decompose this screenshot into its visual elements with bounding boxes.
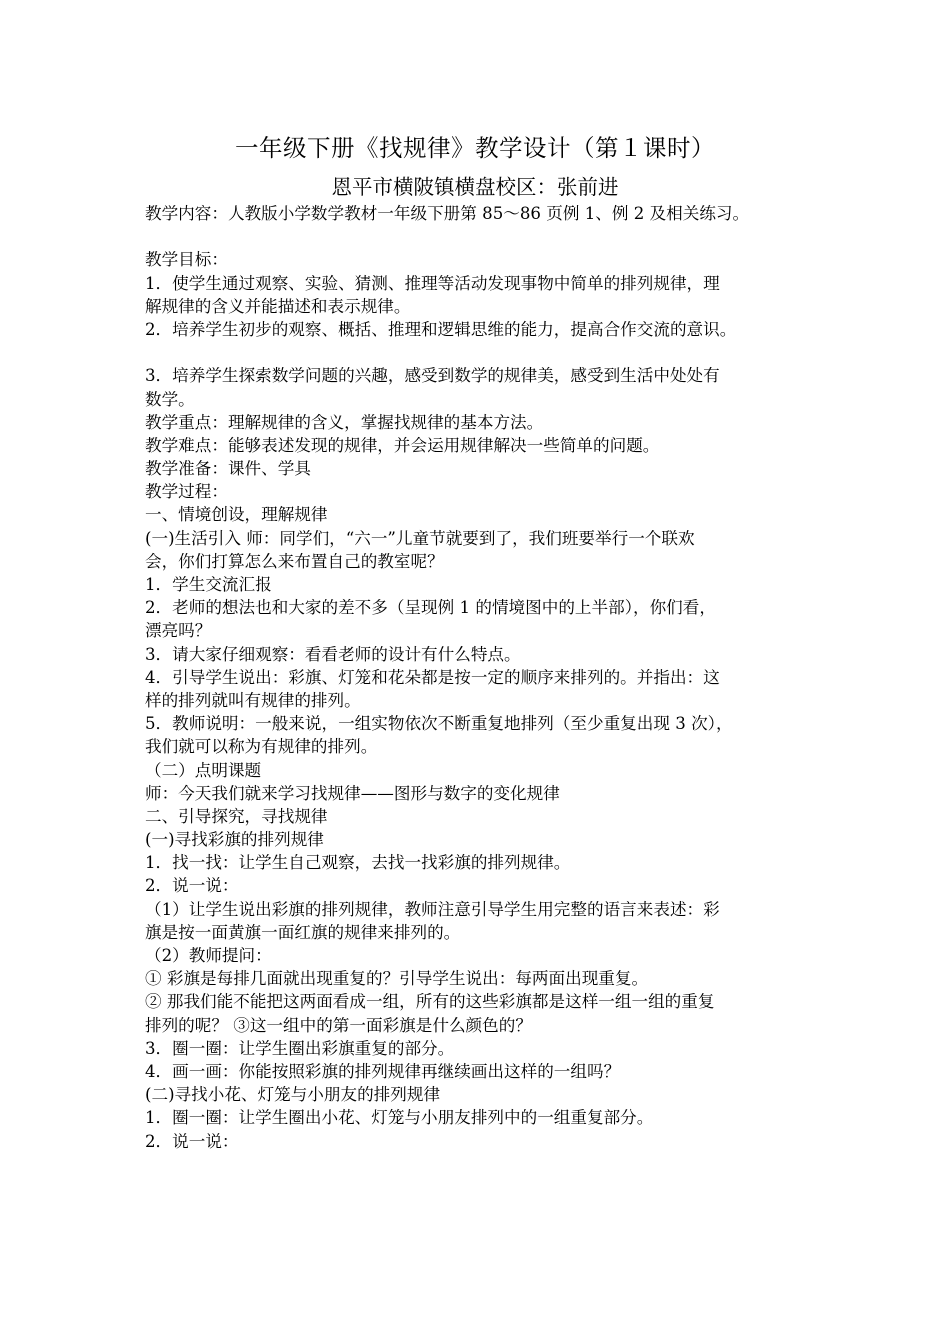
body-line: 教学难点：能够表述发现的规律，并会运用规律解决一些简单的问题。 xyxy=(145,435,660,455)
body-line: 会，你们打算怎么来布置自己的教室呢？ xyxy=(145,551,444,571)
body-line: （2）教师提问： xyxy=(145,946,272,965)
body-line: (一)生活引入 师：同学们，“六一”儿童节就要到了，我们班要举行一个联欢 xyxy=(145,528,695,548)
body-line: 教学重点：理解规律的含义，掌握找规律的基本方法。 xyxy=(145,412,544,432)
body-line: 教学过程： xyxy=(145,482,228,502)
body-line: 师：今天我们就来学习找规律——图形与数字的变化规律 xyxy=(145,783,560,803)
body-line: 3．培养学生探索数学问题的兴趣，感受到数学的规律美，感受到生活中处处有 xyxy=(145,366,720,386)
body-line: 5．教师说明：一般来说，一组实物依次不断重复地排列（至少重复出现 3 次）， xyxy=(145,714,733,734)
body-line: 数学。 xyxy=(145,389,195,409)
body-line: 1．使学生通过观察、实验、猜测、推理等活动发现事物中简单的排列规律，理 xyxy=(145,273,720,293)
body-line: 二、引导探究，寻找规律 xyxy=(145,806,328,826)
body-line: (二)寻找小花、灯笼与小朋友的排列规律 xyxy=(145,1085,441,1105)
body-line: 3．圈一圈：让学生圈出彩旗重复的部分。 xyxy=(145,1038,455,1058)
body-line: 4．画一画：你能按照彩旗的排列规律再继续画出这样的一组吗？ xyxy=(145,1061,621,1081)
body-line: （1）让学生说出彩旗的排列规律，教师注意引导学生用完整的语言来表述：彩 xyxy=(145,899,720,919)
body-line: 3．请大家仔细观察：看看老师的设计有什么特点。 xyxy=(145,644,521,664)
body-line: ② 那我们能不能把这两面看成一组，所有的这些彩旗都是这样一组一组的重复 xyxy=(145,992,715,1012)
body-line: 一、情境创设，理解规律 xyxy=(145,505,328,525)
body-line: 教学准备：课件、学具 xyxy=(145,459,311,479)
body-line: 2．说一说： xyxy=(145,1131,239,1151)
body-line: 教学目标： xyxy=(145,250,228,270)
body-line: 1．找一找：让学生自己观察，去找一找彩旗的排列规律。 xyxy=(145,853,571,873)
body-line: 排列的呢？ ③这一组中的第一面彩旗是什么颜色的？ xyxy=(145,1015,532,1035)
body-line: (一)寻找彩旗的排列规律 xyxy=(145,830,324,850)
body-line: 解规律的含义并能描述和表示规律。 xyxy=(145,296,411,316)
body-line: ① 彩旗是每排几面就出现重复的？引导学生说出：每两面出现重复。 xyxy=(145,969,649,989)
body-line: 旗是按一面黄旗一面红旗的规律来排列的。 xyxy=(145,922,461,942)
body-line: 漂亮吗？ xyxy=(145,621,212,641)
blank-line xyxy=(145,225,825,248)
body-line: 我们就可以称为有规律的排列。 xyxy=(145,737,378,757)
document-title: 一年级下册《找规律》教学设计（第１课时） xyxy=(235,134,715,162)
body-line: 样的排列就叫有规律的排列。 xyxy=(145,690,361,710)
body-line: 1．圈一圈：让学生圈出小花、灯笼与小朋友排列中的一组重复部分。 xyxy=(145,1108,654,1128)
blank-line xyxy=(145,341,825,364)
body-line: 4．引导学生说出：彩旗、灯笼和花朵都是按一定的顺序来排列的。并指出：这 xyxy=(145,667,720,687)
body-line: 2．老师的想法也和大家的差不多（呈现例 1 的情境图中的上半部），你们看， xyxy=(145,598,716,618)
body-line: 1．学生交流汇报 xyxy=(145,575,272,594)
body-line: 2．培养学生初步的观察、概括、推理和逻辑思维的能力，提高合作交流的意识。 xyxy=(145,319,737,339)
document-body xyxy=(145,202,825,1153)
body-line: （二）点明课题 xyxy=(145,760,262,780)
body-line: 教学内容：人教版小学数学教材一年级下册第 85～86 页例 1、例 2 及相关练习。 xyxy=(145,204,750,223)
document-author: 恩平市横陂镇横盘校区：张前进 xyxy=(331,175,619,199)
body-line: 2．说一说： xyxy=(145,876,239,896)
